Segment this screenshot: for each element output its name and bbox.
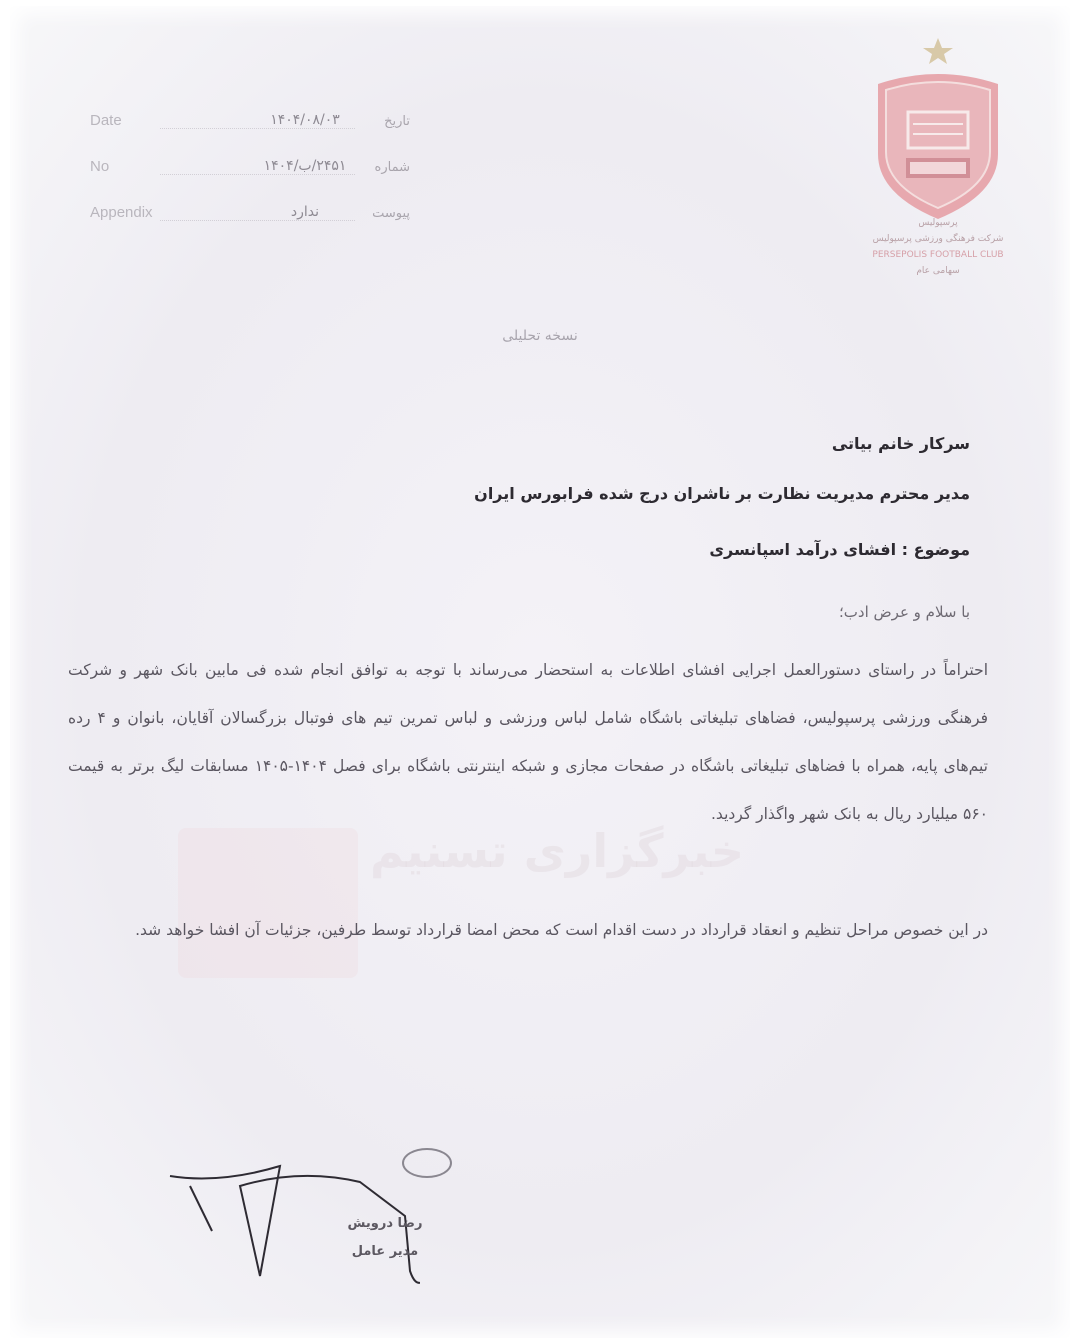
meta-appendix-label-fa: پیوست bbox=[372, 206, 410, 221]
meta-number-label-en: No bbox=[90, 158, 110, 175]
letter-meta bbox=[90, 112, 410, 250]
watermark-logo bbox=[178, 828, 358, 978]
meta-date-label-en: Date bbox=[90, 112, 122, 129]
signatory-name: رضا درویش bbox=[347, 1216, 423, 1231]
meta-number-row bbox=[90, 158, 410, 204]
meta-date-label-fa: تاریخ bbox=[384, 114, 410, 129]
signatory-title: مدیر عامل bbox=[351, 1244, 419, 1259]
meta-date-row bbox=[90, 112, 410, 158]
body-paragraph-1: احتراماً در راستای دستورالعمل اجرایی افشای اطلاعات به استحضار می‌رساند با توجه به توافق انجام شده فی مابین بانک شهر و شرکت فرهنگی ورزشی پرسپولیس، فضاهای تبلیغاتی باشگاه شامل لباس ورزشی و لباس تمرین تیم های فوتبال بزرگسالان آقایان، بانوان و ۴ رده تیم‌های پایه، همراه با فضاهای تبلیغاتی باشگاه در صفحات مجازی و شبکه اینترنتی باشگاه برای فصل ۱۴۰۴-۱۴۰۵ مسابقات لیگ برتر به قیمت ۵۶۰ میلیارد ریال به بانک شهر واگذار گردید. bbox=[68, 661, 989, 823]
recipient-title: مدیر محترم مدیریت نظارت بر ناشران درج شده فرابورس ایران bbox=[474, 484, 970, 503]
club-logo bbox=[858, 34, 1018, 304]
dotted-line bbox=[160, 220, 355, 221]
logo-line-2: شرکت فرهنگی ورزشی پرسپولیس bbox=[872, 234, 1004, 244]
watermark-text: خبرگزاری تسنیم bbox=[370, 824, 745, 878]
letter-page bbox=[10, 6, 1070, 1338]
meta-appendix-value: ندارد bbox=[290, 204, 320, 220]
meta-appendix-label-en: Appendix bbox=[90, 204, 153, 221]
dotted-line bbox=[160, 174, 355, 175]
dotted-line bbox=[160, 128, 355, 129]
copy-label: نسخه تحلیلی bbox=[502, 328, 578, 344]
persepolis-crest-icon bbox=[858, 34, 1018, 234]
meta-number-value: ۲۴۵۱/ب/۱۴۰۴ bbox=[263, 158, 347, 174]
logo-line-3: PERSEPOLIS FOOTBALL CLUB bbox=[872, 250, 1004, 260]
meta-date-value: ۱۴۰۴/۰۸/۰۳ bbox=[270, 112, 340, 128]
logo-line-1: پرسپولیس bbox=[918, 218, 958, 228]
greeting: با سلام و عرض ادب؛ bbox=[839, 603, 970, 621]
logo-line-4: سهامی عام bbox=[916, 266, 960, 276]
recipient-name: سرکار خانم بیاتی bbox=[831, 434, 970, 453]
meta-appendix-row bbox=[90, 204, 410, 250]
meta-number-label-fa: شماره bbox=[374, 160, 410, 175]
letter-subject: موضوع : افشای درآمد اسپانسری bbox=[709, 540, 970, 559]
body-paragraph-2: در این خصوص مراحل تنظیم و انعقاد قرارداد در دست اقدام است که محض امضا قرارداد توسط طرفین، جزئیات آن افشا خواهد شد. bbox=[135, 921, 988, 939]
